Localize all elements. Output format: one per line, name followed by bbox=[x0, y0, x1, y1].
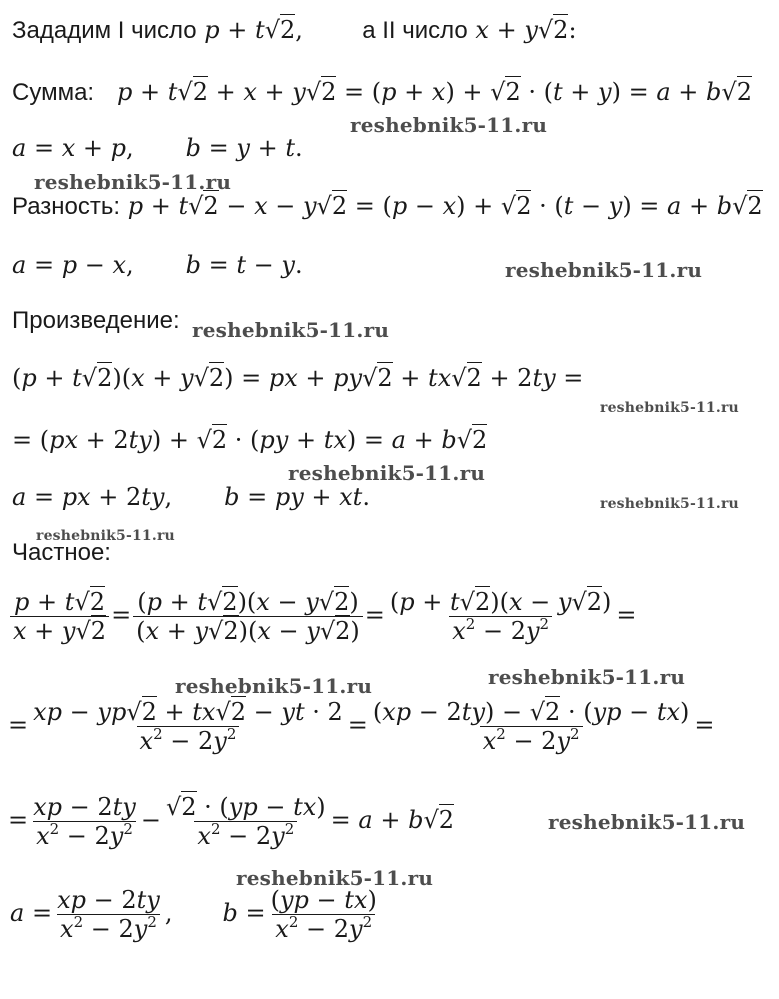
formula-sum: p + t√2 + x + y√2 = (p + x) + √2 · (t + y) = a + b√2 bbox=[116, 78, 752, 106]
label-sum: Сумма: bbox=[12, 79, 95, 106]
formula-quotient-2: = $\frac{xp - yp√2 + tx√2 - yt \cdot 2}{x^2 - 2y^2}$ = $\frac{(xp - 2ty) - √2 \cdot (yp - tx)}{x^2 - 2y^2}$ = bbox=[8, 698, 715, 755]
watermark: reshebnik5-11.ru bbox=[192, 318, 390, 342]
formula-quotient-result: a = $\frac{xp - 2ty}{x^2 - 2y^2}$ , b = $\frac{(yp - tx)}{x^2 - 2y^2}$ bbox=[10, 886, 377, 943]
label-quotient: Частное: bbox=[12, 539, 111, 566]
watermark: reshebnik5-11.ru bbox=[36, 528, 175, 544]
label-product: Произведение: bbox=[12, 307, 180, 334]
watermark: reshebnik5-11.ru bbox=[548, 810, 746, 834]
watermark: reshebnik5-11.ru bbox=[505, 258, 703, 282]
formula-sum-result: a = x + p, b = y + t. bbox=[12, 134, 303, 162]
formula-quotient-1: $\frac{p + t√2}{x + y√2}$ = $\frac{(p + t√2)(x - y√2)}{(x + y√2)(x - y√2)}$ = $\frac{(p + t√2)(x - y√2)}{x^2 - 2y^2}$ = bbox=[8, 590, 637, 643]
watermark: reshebnik5-11.ru bbox=[175, 674, 373, 698]
formula-second-number: x + y√2: bbox=[475, 16, 577, 44]
formula-difference-result: a = p − x, b = t − y. bbox=[12, 251, 303, 279]
watermark: reshebnik5-11.ru bbox=[236, 866, 434, 890]
watermark: reshebnik5-11.ru bbox=[600, 400, 739, 416]
difference-line bbox=[12, 194, 763, 219]
watermark: reshebnik5-11.ru bbox=[288, 461, 486, 485]
formula-quotient-3: = $\frac{xp - 2ty}{x^2 - 2y^2}$ − $\frac{√2 \cdot (yp - tx)}{x^2 - 2y^2}$ = a + b√2 bbox=[8, 793, 455, 850]
label-second-number: а II число bbox=[362, 17, 468, 44]
formula-product-2: = (px + 2ty) + √2 · (py + tx) = a + b√2 bbox=[12, 426, 488, 454]
intro-line bbox=[12, 18, 577, 43]
formula-product-1: (p + t√2)(x + y√2) = px + py√2 + tx√2 + 2ty = bbox=[12, 364, 584, 392]
watermark: reshebnik5-11.ru bbox=[488, 665, 686, 689]
formula-difference: p + t√2 − x − y√2 = (p − x) + √2 · (t − y) = a + b√2 bbox=[127, 192, 763, 220]
label-first-number: Зададим I число bbox=[12, 17, 197, 44]
label-difference: Разность: bbox=[12, 193, 121, 220]
watermark: reshebnik5-11.ru bbox=[34, 170, 232, 194]
watermark: reshebnik5-11.ru bbox=[350, 113, 548, 137]
sum-line bbox=[12, 80, 752, 105]
watermark: reshebnik5-11.ru bbox=[600, 496, 739, 512]
formula-first-number: p + t√2, bbox=[204, 16, 303, 44]
formula-product-result: a = px + 2ty, b = py + xt. bbox=[12, 483, 370, 511]
